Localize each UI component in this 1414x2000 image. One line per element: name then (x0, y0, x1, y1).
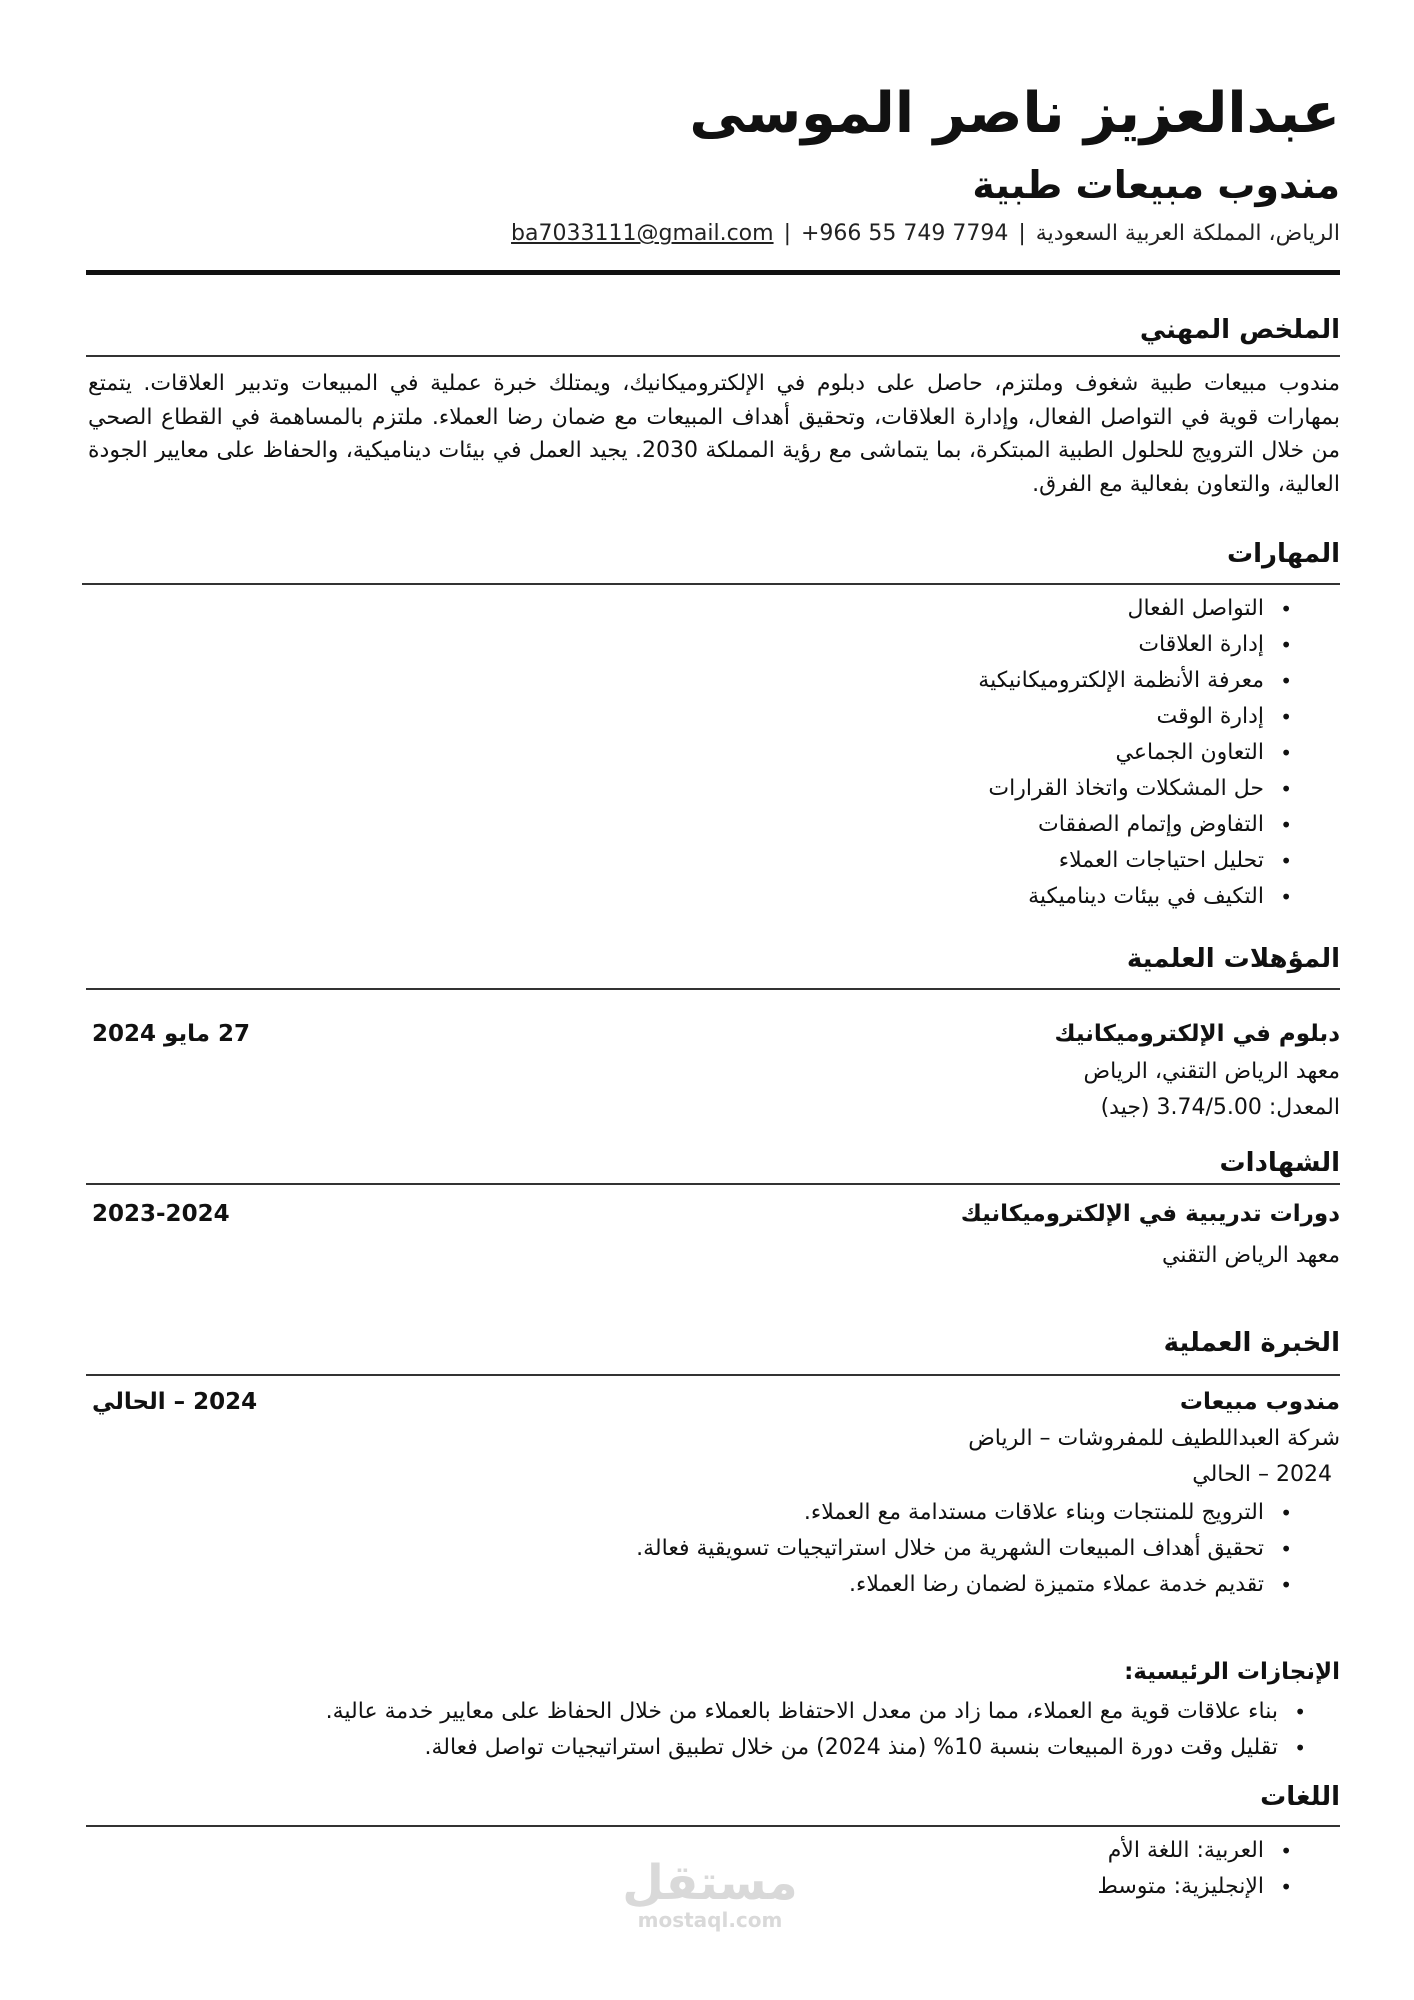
achievement-item: • تقليل وقت دورة المبيعات بنسبة 10% (منذ 2024) من خلال تطبيق استراتيجيات تواصل فعالة. (326, 1730, 1278, 1766)
location-text: الرياض، المملكة العربية السعودية (1035, 221, 1340, 246)
degree-title: دبلوم في الإلكتروميكانيك (1054, 1021, 1340, 1047)
role-title: مندوب مبيعات (1179, 1389, 1340, 1415)
achievements-heading: الإنجازات الرئيسية: (1124, 1659, 1340, 1685)
certificates-heading: الشهادات (1219, 1148, 1340, 1178)
skill-item: • إدارة العلاقات (978, 627, 1264, 663)
education-heading: المؤهلات العلمية (1126, 944, 1340, 974)
skills-rule (82, 583, 1340, 585)
certificates-rule (86, 1183, 1340, 1185)
language-item: • الإنجليزية: متوسط (1098, 1869, 1264, 1905)
institution-name: معهد الرياض التقني، الرياض (1083, 1059, 1340, 1084)
certificate-institution: معهد الرياض التقني (1161, 1243, 1340, 1268)
header-divider (86, 270, 1340, 275)
skill-item: • إدارة الوقت (978, 699, 1264, 735)
skill-item: • حل المشكلات واتخاذ القرارات (978, 771, 1264, 807)
watermark-latin: mostaql.com (637, 1908, 783, 1932)
mostaql-watermark-logo (620, 1857, 800, 1931)
watermark-arabic: مستقل (622, 1855, 798, 1911)
person-name: عبدالعزيز ناصر الموسى (689, 81, 1340, 146)
achievement-item: • بناء علاقات قوية مع العملاء، مما زاد من معدل الاحتفاظ بالعملاء من خلال الحفاظ على معايير خدمة عالية. (326, 1694, 1278, 1730)
contact-line (511, 218, 1340, 250)
achievements-list (326, 1694, 1308, 1766)
skills-heading: المهارات (1226, 539, 1340, 569)
employment-period: 2024 – الحالي (1192, 1462, 1332, 1487)
phone-text: +966 55 749 7794 (800, 221, 1009, 246)
skills-list (978, 591, 1294, 915)
degree-date: 27 مايو 2024 (92, 1021, 250, 1047)
skill-item: • معرفة الأنظمة الإلكتروميكانيكية (978, 663, 1264, 699)
languages-list (1098, 1833, 1294, 1905)
languages-heading: اللغات (1260, 1782, 1340, 1812)
experience-heading: الخبرة العملية (1163, 1328, 1340, 1358)
certificate-title: دورات تدريبية في الإلكتروميكانيك (960, 1201, 1340, 1227)
skill-item: • تحليل احتياجات العملاء (978, 843, 1264, 879)
duty-item: • الترويج للمنتجات وبناء علاقات مستدامة مع العملاء. (636, 1495, 1264, 1531)
separator: | (783, 221, 791, 246)
experience-duties-list (636, 1495, 1294, 1603)
summary-rule (86, 355, 1340, 357)
role-date: 2024 – الحالي (92, 1389, 258, 1415)
education-rule (86, 988, 1340, 990)
gpa-text: المعدل: 3.74/5.00 (جيد) (1100, 1095, 1340, 1120)
skill-item: • التكيف في بيئات ديناميكية (978, 879, 1264, 915)
skill-item: • التواصل الفعال (978, 591, 1264, 627)
skill-item: • التعاون الجماعي (978, 735, 1264, 771)
experience-rule (86, 1374, 1340, 1376)
email-link[interactable]: ba7033111@gmail.com (511, 221, 774, 246)
summary-heading: الملخص المهني (1139, 315, 1340, 345)
company-name: شركة العبداللطيف للمفروشات – الرياض (968, 1426, 1340, 1451)
summary-paragraph: مندوب مبيعات طبية شغوف وملتزم، حاصل على دبلوم في الإلكتروميكانيك، ويمتلك خبرة عملية في المبيعات وتدبير العلاقات. يتمتع بمهارات قوية في التواصل الفعال، وإدارة العلاقات، وتحقيق أهداف المبيعات مع ضمان رضا العملاء. ملتزم بالمساهمة في القطاع الصحي من خلال الترويج للحلول الطبية المبتكرة، بما يتماشى مع رؤية المملكة 2030. يجيد العمل في بيئات ديناميكية، والحفاظ على معايير الجودة العالية، والتعاون بفعالية مع الفرق. (88, 371, 1340, 497)
job-title: مندوب مبيعات طبية (972, 163, 1340, 207)
duty-item: • تحقيق أهداف المبيعات الشهرية من خلال استراتيجيات تسويقية فعالة. (636, 1531, 1264, 1567)
certificate-date: 2023-2024 (92, 1201, 230, 1227)
skill-item: • التفاوض وإتمام الصفقات (978, 807, 1264, 843)
language-item: • العربية: اللغة الأم (1098, 1833, 1264, 1869)
duty-item: • تقديم خدمة عملاء متميزة لضمان رضا العملاء. (636, 1567, 1264, 1603)
languages-rule (86, 1825, 1340, 1827)
separator: | (1018, 221, 1026, 246)
